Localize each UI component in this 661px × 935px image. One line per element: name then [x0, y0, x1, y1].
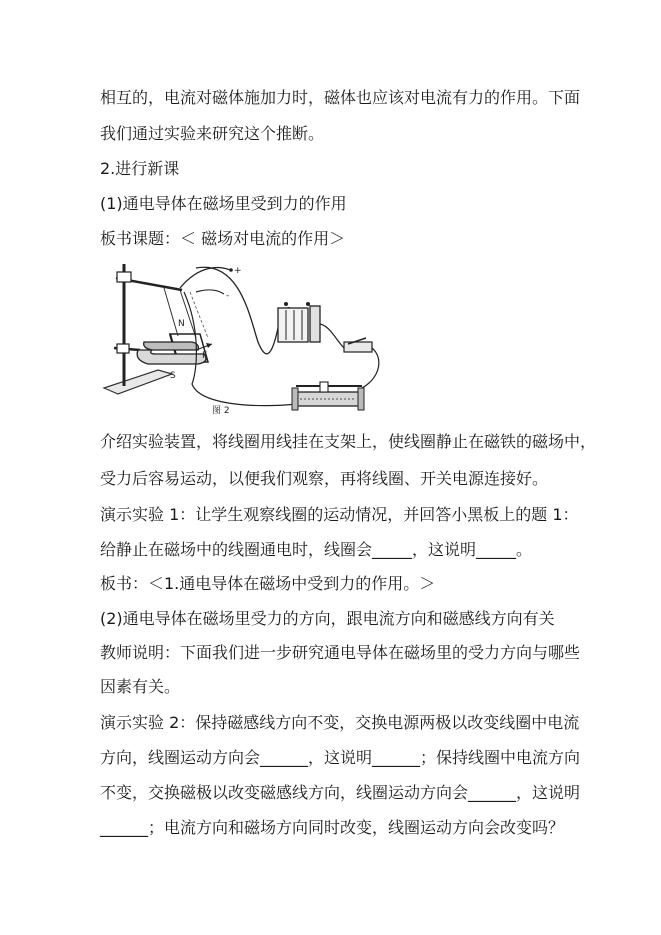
- text-line-8: 演示实验 1：让学生观察线圈的运动情况，并回答小黑板上的题 1：: [100, 505, 579, 524]
- experiment-apparatus-figure: [100, 258, 390, 420]
- plus-label: +: [234, 266, 242, 276]
- text-line-15: 方向，线圈运动方向会______，这说明______；保持线圈中电流方向: [100, 748, 581, 767]
- text-line-16: 不变，交换磁极以改变磁感线方向，线圈运动方向会______，这说明: [100, 783, 581, 802]
- text-line-2: 我们通过实验来研究这个推断。: [100, 124, 325, 143]
- text-line-1: 相互的，电流对磁体施加力时，磁体也应该对电流有力的作用。下面: [100, 88, 581, 107]
- force-label: F: [202, 351, 208, 361]
- south-pole-label: S: [170, 371, 176, 381]
- section-heading: 2.进行新课: [100, 159, 180, 178]
- text-line-7: 受力后容易运动，以便我们观察，再将线圈、开关电源连接好。: [100, 469, 549, 488]
- text-line-17: ______；电流方向和磁场方向同时改变，线圈运动方向会改变吗？: [100, 818, 565, 837]
- text-line-10: 板书：＜1.通电导体在磁场中受到力的作用。＞: [100, 574, 436, 593]
- text-line-9: 给静止在磁场中的线圈通电时，线圈会_____，这说明_____。: [100, 540, 533, 559]
- north-pole-label: N: [178, 319, 185, 329]
- text-line-12: 教师说明：下面我们进一步研究通电导体在磁场里的受力方向与哪些: [100, 643, 581, 662]
- text-line-14: 演示实验 2：保持磁感线方向不变，交换电源两极以改变线圈中电流: [100, 713, 580, 732]
- subsection-heading-2: (2)通电导体在磁场里受力的方向，跟电流方向和磁感线方向有关: [100, 609, 555, 628]
- minus-label: -: [226, 291, 230, 301]
- text-line-6: 介绍实验装置，将线圈用线挂在支架上，使线圈静止在磁铁的磁场中，: [100, 432, 597, 451]
- subsection-heading-1: (1)通电导体在磁场里受到力的作用: [100, 194, 347, 213]
- text-line-13: 因素有关。: [100, 677, 181, 696]
- lesson-title-note: 板书课题：＜ 磁场对电流的作用＞: [100, 229, 346, 248]
- figure-caption: 图 2: [212, 406, 230, 416]
